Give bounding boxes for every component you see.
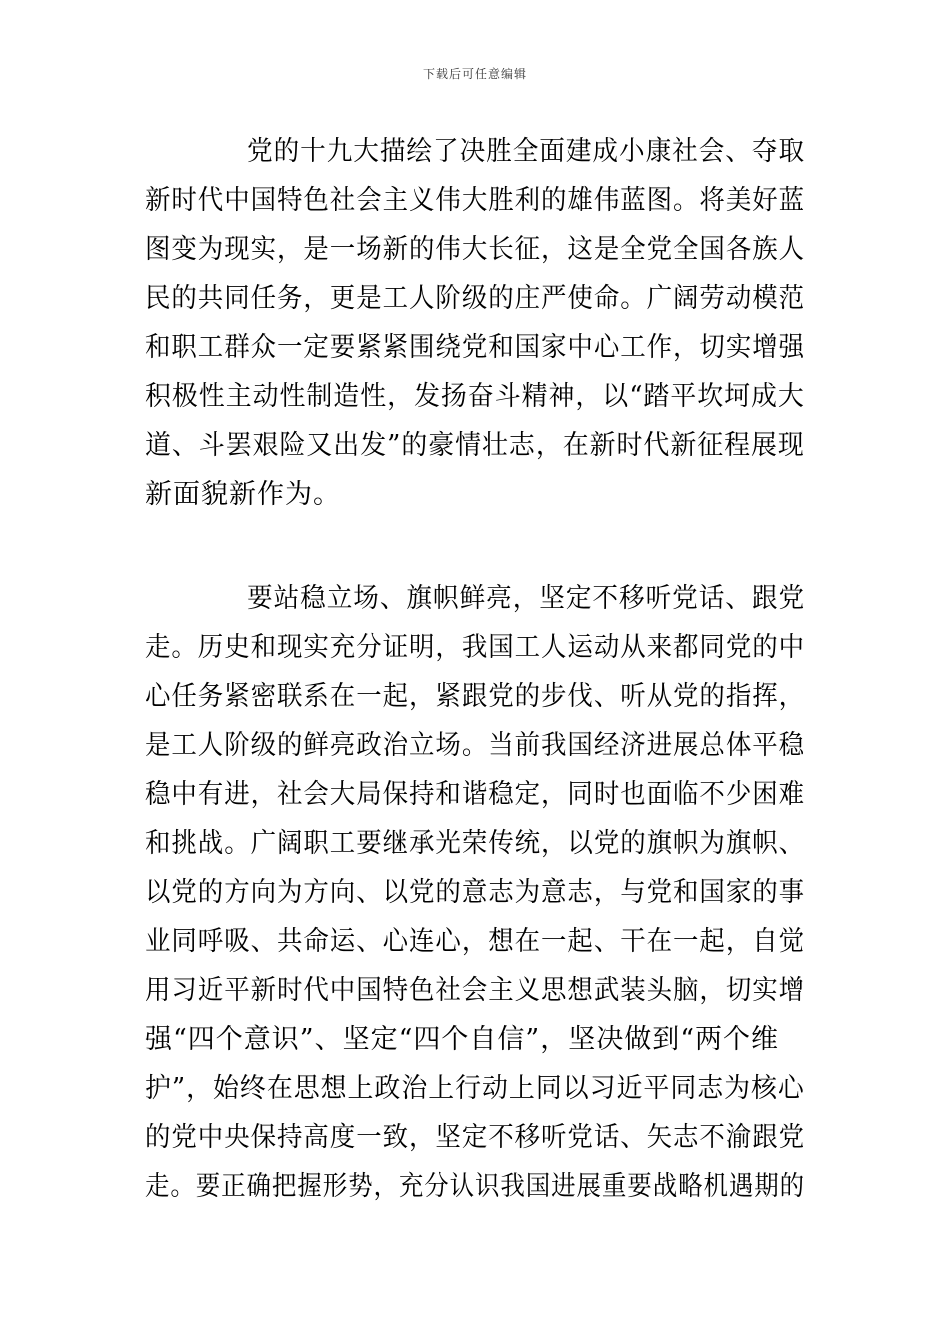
paragraph-line: 民的共同任务，更是工人阶级的庄严使命。广阔劳动模范 [145, 283, 806, 314]
header-note: 下载后可任意编辑 [422, 67, 527, 81]
paragraph-line: 业同呼吸、共命运、心连心，想在一起、干在一起，自觉 [145, 926, 806, 957]
paragraph-line: 新面貌新作为。 [145, 479, 341, 510]
paragraph-line: 党的十九大描绘了决胜全面建成小康社会、夺取 [247, 136, 806, 167]
paragraph-line: 稳中有进，社会大局保持和谐稳定，同时也面临不少困难 [145, 779, 806, 810]
paragraph-line: 强“四个意识”、坚定“四个自信”，坚决做到“两个维 [145, 1024, 780, 1055]
paragraph-line: 用习近平新时代中国特色社会主义思想武装头脑，切实增 [145, 975, 806, 1006]
paragraph-line: 和挑战。广阔职工要继承光荣传统，以党的旗帜为旗帜、 [145, 828, 806, 859]
paragraph-line: 的党中央保持高度一致，坚定不移听党话、矢志不渝跟党 [145, 1122, 806, 1153]
paragraph-line: 新时代中国特色社会主义伟大胜利的雄伟蓝图。将美好蓝 [145, 185, 806, 216]
paragraph-line: 走。历史和现实充分证明，我国工人运动从来都同党的中 [145, 632, 806, 663]
paragraph-line: 走。要正确把握形势，充分认识我国进展重要战略机遇期的 [145, 1171, 806, 1202]
paragraph-line: 道、斗罢艰险又出发”的豪情壮志，在新时代新征程展现 [145, 430, 805, 461]
paragraph-line: 和职工群众一定要紧紧围绕党和国家中心工作，切实增强 [145, 332, 806, 363]
paragraph-line: 护”，始终在思想上政治上行动上同以习近平同志为核心 [145, 1073, 805, 1104]
paragraph-line: 心任务紧密联系在一起，紧跟党的步伐、听从党的指挥， [145, 681, 806, 712]
paragraph-line: 是工人阶级的鲜亮政治立场。当前我国经济进展总体平稳 [145, 730, 806, 761]
paragraph-line: 积极性主动性制造性，发扬奋斗精神，以“踏平坎坷成大 [145, 381, 805, 412]
paragraph-line: 以党的方向为方向、以党的意志为意志，与党和国家的事 [145, 877, 806, 908]
paragraph-line: 要站稳立场、旗帜鲜亮，坚定不移听党话、跟党 [247, 583, 806, 614]
paragraph-line: 图变为现实，是一场新的伟大长征，这是全党全国各族人 [145, 234, 806, 265]
